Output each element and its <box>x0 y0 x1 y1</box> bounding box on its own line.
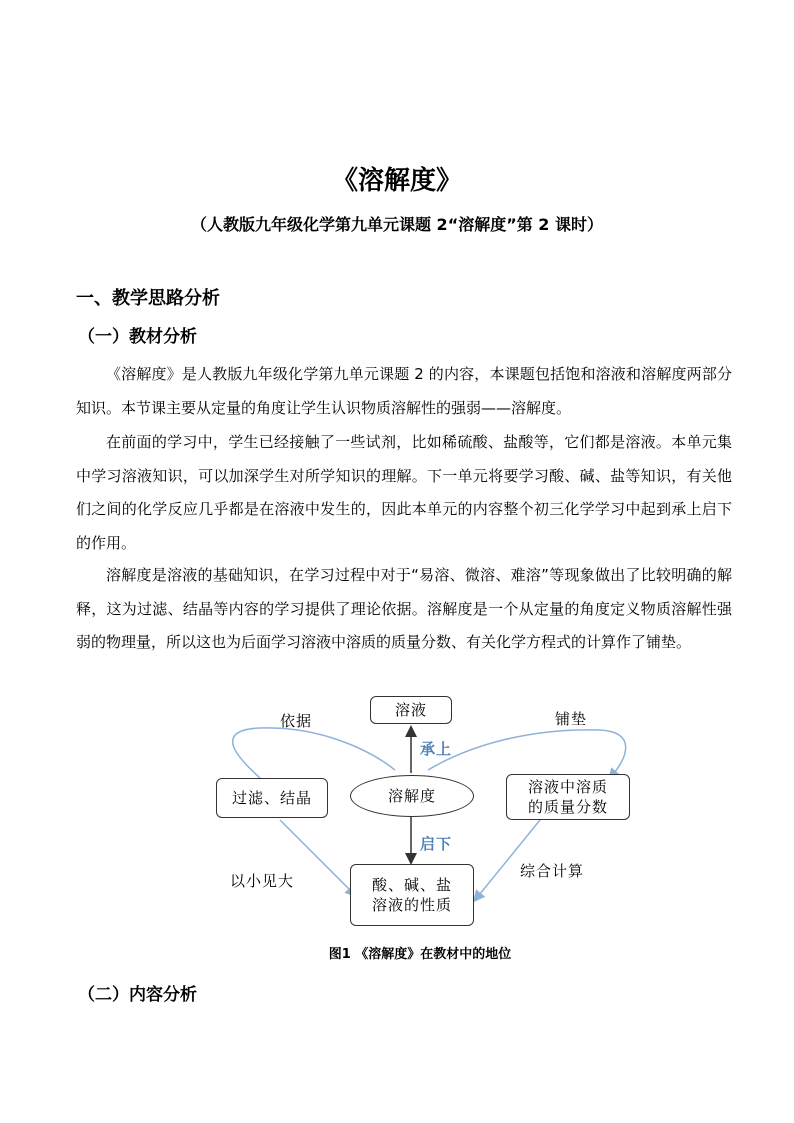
document-title: 《溶解度》 <box>331 166 462 196</box>
curve-pave <box>428 730 626 778</box>
label-basis: 依据 <box>280 712 313 730</box>
label-lead: 启下 <box>420 835 453 853</box>
subsection-heading-textbook: （一）教材分析 <box>78 327 197 347</box>
node-solubility-label: 溶解度 <box>387 787 436 805</box>
node-solution-label: 溶液 <box>394 701 427 719</box>
node-solution <box>370 696 452 724</box>
node-acid-line1: 酸、碱、盐 <box>371 876 452 894</box>
subsection-heading-content: （二）内容分析 <box>78 985 197 1005</box>
concept-diagram <box>200 690 650 940</box>
node-mass-fraction-line1: 溶液中溶质 <box>527 778 608 796</box>
label-calc: 综合计算 <box>520 862 585 880</box>
label-inherit: 承上 <box>420 740 453 758</box>
node-acid-line2: 溶液的性质 <box>371 896 452 914</box>
document-subtitle: （人教版九年级化学第九单元课题 2“溶解度”第 2 课时） <box>190 215 603 234</box>
curve-basis <box>233 728 395 778</box>
figure-caption: 图1 《溶解度》在教材中的地位 <box>328 947 512 962</box>
label-pave: 铺垫 <box>555 710 588 728</box>
node-filter-crystallize <box>216 778 328 818</box>
paragraph-2: 在前面的学习中，学生已经接触了一些试剂，比如稀硫酸、盐酸等，它们都是溶液。本单元集中学习溶液知识，可以加深学生对所学知识的理解。下一单元将要学习酸、碱、盐等知识，有关他们之间的化学反应几乎都是在溶液中发生的，因此本单元的内容整个初三化学学习中起到承上启下的作用。 <box>76 433 732 552</box>
paragraph-3: 溶解度是溶液的基础知识，在学习过程中对于“易溶、微溶、难溶”等现象做出了比较明确的解释，这为过滤、结晶等内容的学习提供了理论依据。溶解度是一个从定量的角度定义物质溶解性强弱的物理量，所以这也为后面学习溶液中溶质的质量分数、有关化学方程式的计算作了铺垫。 <box>76 566 732 651</box>
node-acid-base-salt <box>350 864 474 926</box>
paragraph-1: 《溶解度》是人教版九年级化学第九单元课题 2 的内容，本课题包括饱和溶液和溶解度两部分知识。本节课主要从定量的角度让学生认识物质溶解性的强弱——溶解度。 <box>76 365 732 417</box>
section-heading: 一、教学思路分析 <box>76 288 220 309</box>
node-solubility <box>350 775 474 817</box>
label-small-big: 以小见大 <box>230 872 295 890</box>
node-mass-fraction-line2: 的质量分数 <box>527 798 608 816</box>
node-filter-label: 过滤、结晶 <box>231 789 312 807</box>
node-mass-fraction <box>506 774 630 820</box>
